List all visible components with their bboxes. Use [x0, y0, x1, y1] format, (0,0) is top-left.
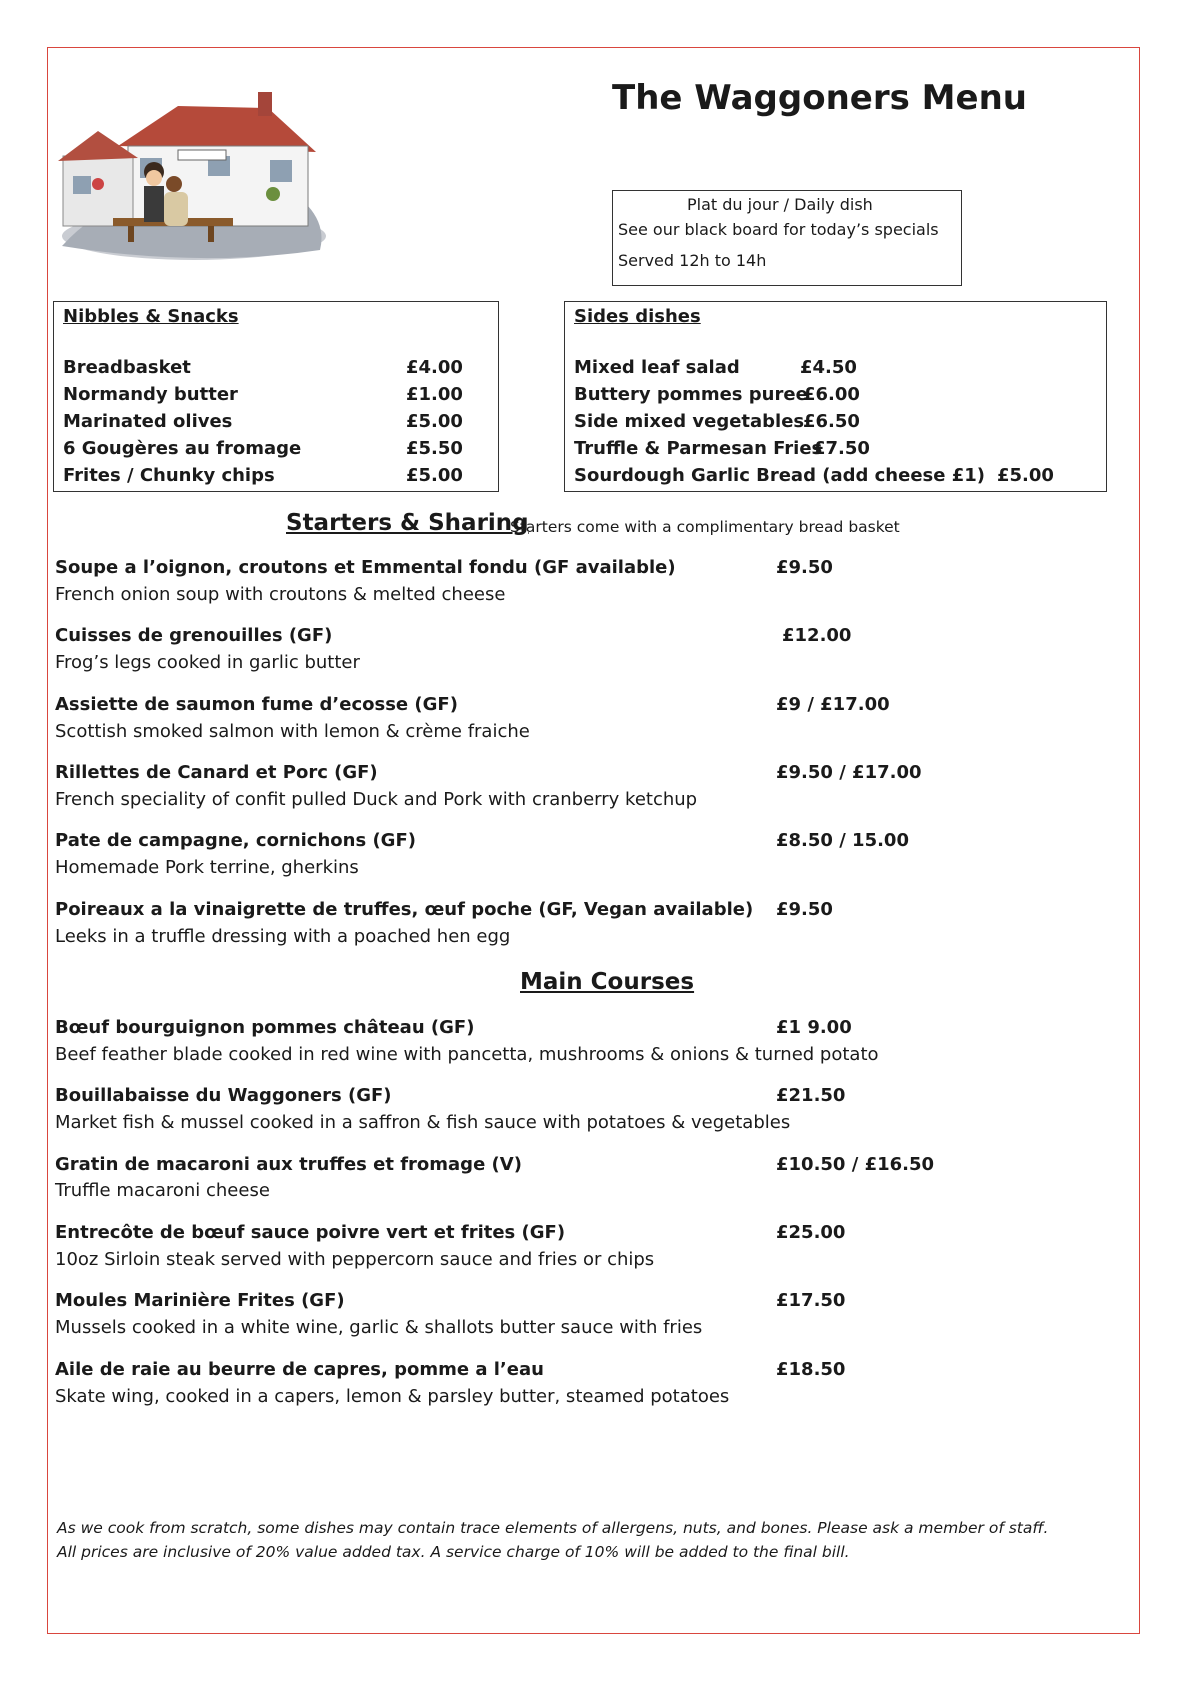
main-name: Gratin de macaroni aux truffes et fromage (V): [55, 1154, 522, 1175]
tax-service-note: All prices are inclusive of 20% value added tax. A service charge of 10% will be added to the final bill.: [57, 1543, 850, 1561]
daily-dish-box: [612, 190, 962, 286]
nibbles-item-price: £4.00: [406, 357, 463, 378]
starter-desc: Frog’s legs cooked in garlic butter: [55, 652, 360, 673]
main-name: Entrecôte de bœuf sauce poivre vert et frites (GF): [55, 1222, 566, 1243]
main-price: £18.50: [776, 1359, 846, 1380]
nibbles-item-name: Breadbasket: [63, 357, 191, 378]
main-desc: Skate wing, cooked in a capers, lemon & parsley butter, steamed potatoes: [55, 1386, 730, 1407]
main-name: Bouillabaisse du Waggoners (GF): [55, 1085, 392, 1106]
sides-item-name: Buttery pommes puree: [574, 384, 808, 405]
main-desc: Market fish & mussel cooked in a saffron & fish sauce with potatoes & vegetables: [55, 1112, 791, 1133]
sides-item-price: £6.00: [803, 384, 860, 405]
starter-name: Poireaux a la vinaigrette de truffes, œuf poche (GF, Vegan available): [55, 899, 754, 920]
daily-dish-specials: See our black board for today’s specials: [618, 220, 939, 239]
nibbles-item-price: £1.00: [406, 384, 463, 405]
starter-desc: French onion soup with croutons & melted cheese: [55, 584, 506, 605]
sides-item-price: £4.50: [800, 357, 857, 378]
sides-heading: Sides dishes: [574, 306, 701, 327]
sides-item-price: £5.00: [997, 465, 1054, 486]
starter-name: Assiette de saumon fume d’ecosse (GF): [55, 694, 458, 715]
daily-dish-hours: Served 12h to 14h: [618, 251, 767, 270]
starter-desc: Homemade Pork terrine, gherkins: [55, 857, 359, 878]
main-price: £1 9.00: [776, 1017, 852, 1038]
main-price: £10.50 / £16.50: [776, 1154, 935, 1175]
starter-price: £9.50: [776, 557, 833, 578]
starter-name: Soupe a l’oignon, croutons et Emmental fondu (GF available): [55, 557, 676, 578]
starter-price: £9 / £17.00: [776, 694, 890, 715]
menu-title: The Waggoners Menu: [612, 78, 1027, 118]
nibbles-item-price: £5.50: [406, 438, 463, 459]
mains-heading: Main Courses: [520, 969, 695, 995]
nibbles-item-name: Marinated olives: [63, 411, 233, 432]
starter-price: £12.00: [782, 625, 852, 646]
starter-desc: French speciality of confit pulled Duck and Pork with cranberry ketchup: [55, 789, 698, 810]
starter-price: £9.50 / £17.00: [776, 762, 922, 783]
sides-item-price: £7.50: [813, 438, 870, 459]
main-price: £17.50: [776, 1290, 846, 1311]
pub-illustration: [58, 86, 330, 262]
nibbles-item-price: £5.00: [406, 465, 463, 486]
main-desc: 10oz Sirloin steak served with peppercorn sauce and fries or chips: [55, 1249, 655, 1270]
starter-desc: Leeks in a truffle dressing with a poached hen egg: [55, 926, 511, 947]
nibbles-heading: Nibbles & Snacks: [63, 306, 239, 327]
main-desc: Truffle macaroni cheese: [55, 1180, 270, 1201]
starter-price: £8.50 / 15.00: [776, 830, 909, 851]
starters-heading: Starters & Sharing: [286, 510, 529, 536]
main-desc: Mussels cooked in a white wine, garlic & shallots butter sauce with fries: [55, 1317, 703, 1338]
sides-item-price: £6.50: [803, 411, 860, 432]
main-price: £21.50: [776, 1085, 846, 1106]
starters-note: Starters come with a complimentary bread basket: [510, 518, 900, 536]
main-price: £25.00: [776, 1222, 846, 1243]
starter-price: £9.50: [776, 899, 833, 920]
nibbles-item-name: Frites / Chunky chips: [63, 465, 275, 486]
sides-item-name: Side mixed vegetables: [574, 411, 805, 432]
nibbles-box: [53, 301, 499, 492]
starter-desc: Scottish smoked salmon with lemon & crème fraiche: [55, 721, 530, 742]
sides-box: [564, 301, 1107, 492]
sides-item-name: Sourdough Garlic Bread (add cheese £1): [574, 465, 986, 486]
allergen-note: As we cook from scratch, some dishes may contain trace elements of allergens, nuts, and bones. Please ask a member of staff.: [57, 1519, 1049, 1537]
nibbles-item-price: £5.00: [406, 411, 463, 432]
starter-name: Rillettes de Canard et Porc (GF): [55, 762, 378, 783]
starter-name: Cuisses de grenouilles (GF): [55, 625, 333, 646]
main-desc: Beef feather blade cooked in red wine with pancetta, mushrooms & onions & turned potato: [55, 1044, 879, 1065]
main-name: Bœuf bourguignon pommes château (GF): [55, 1017, 475, 1038]
daily-dish-title: Plat du jour / Daily dish: [687, 195, 873, 214]
nibbles-item-name: 6 Gougères au fromage: [63, 438, 302, 459]
nibbles-item-name: Normandy butter: [63, 384, 238, 405]
sides-item-name: Truffle & Parmesan Fries: [574, 438, 823, 459]
main-name: Aile de raie au beurre de capres, pomme a l’eau: [55, 1359, 544, 1380]
main-name: Moules Marinière Frites (GF): [55, 1290, 345, 1311]
starter-name: Pate de campagne, cornichons (GF): [55, 830, 416, 851]
sides-item-name: Mixed leaf salad: [574, 357, 740, 378]
